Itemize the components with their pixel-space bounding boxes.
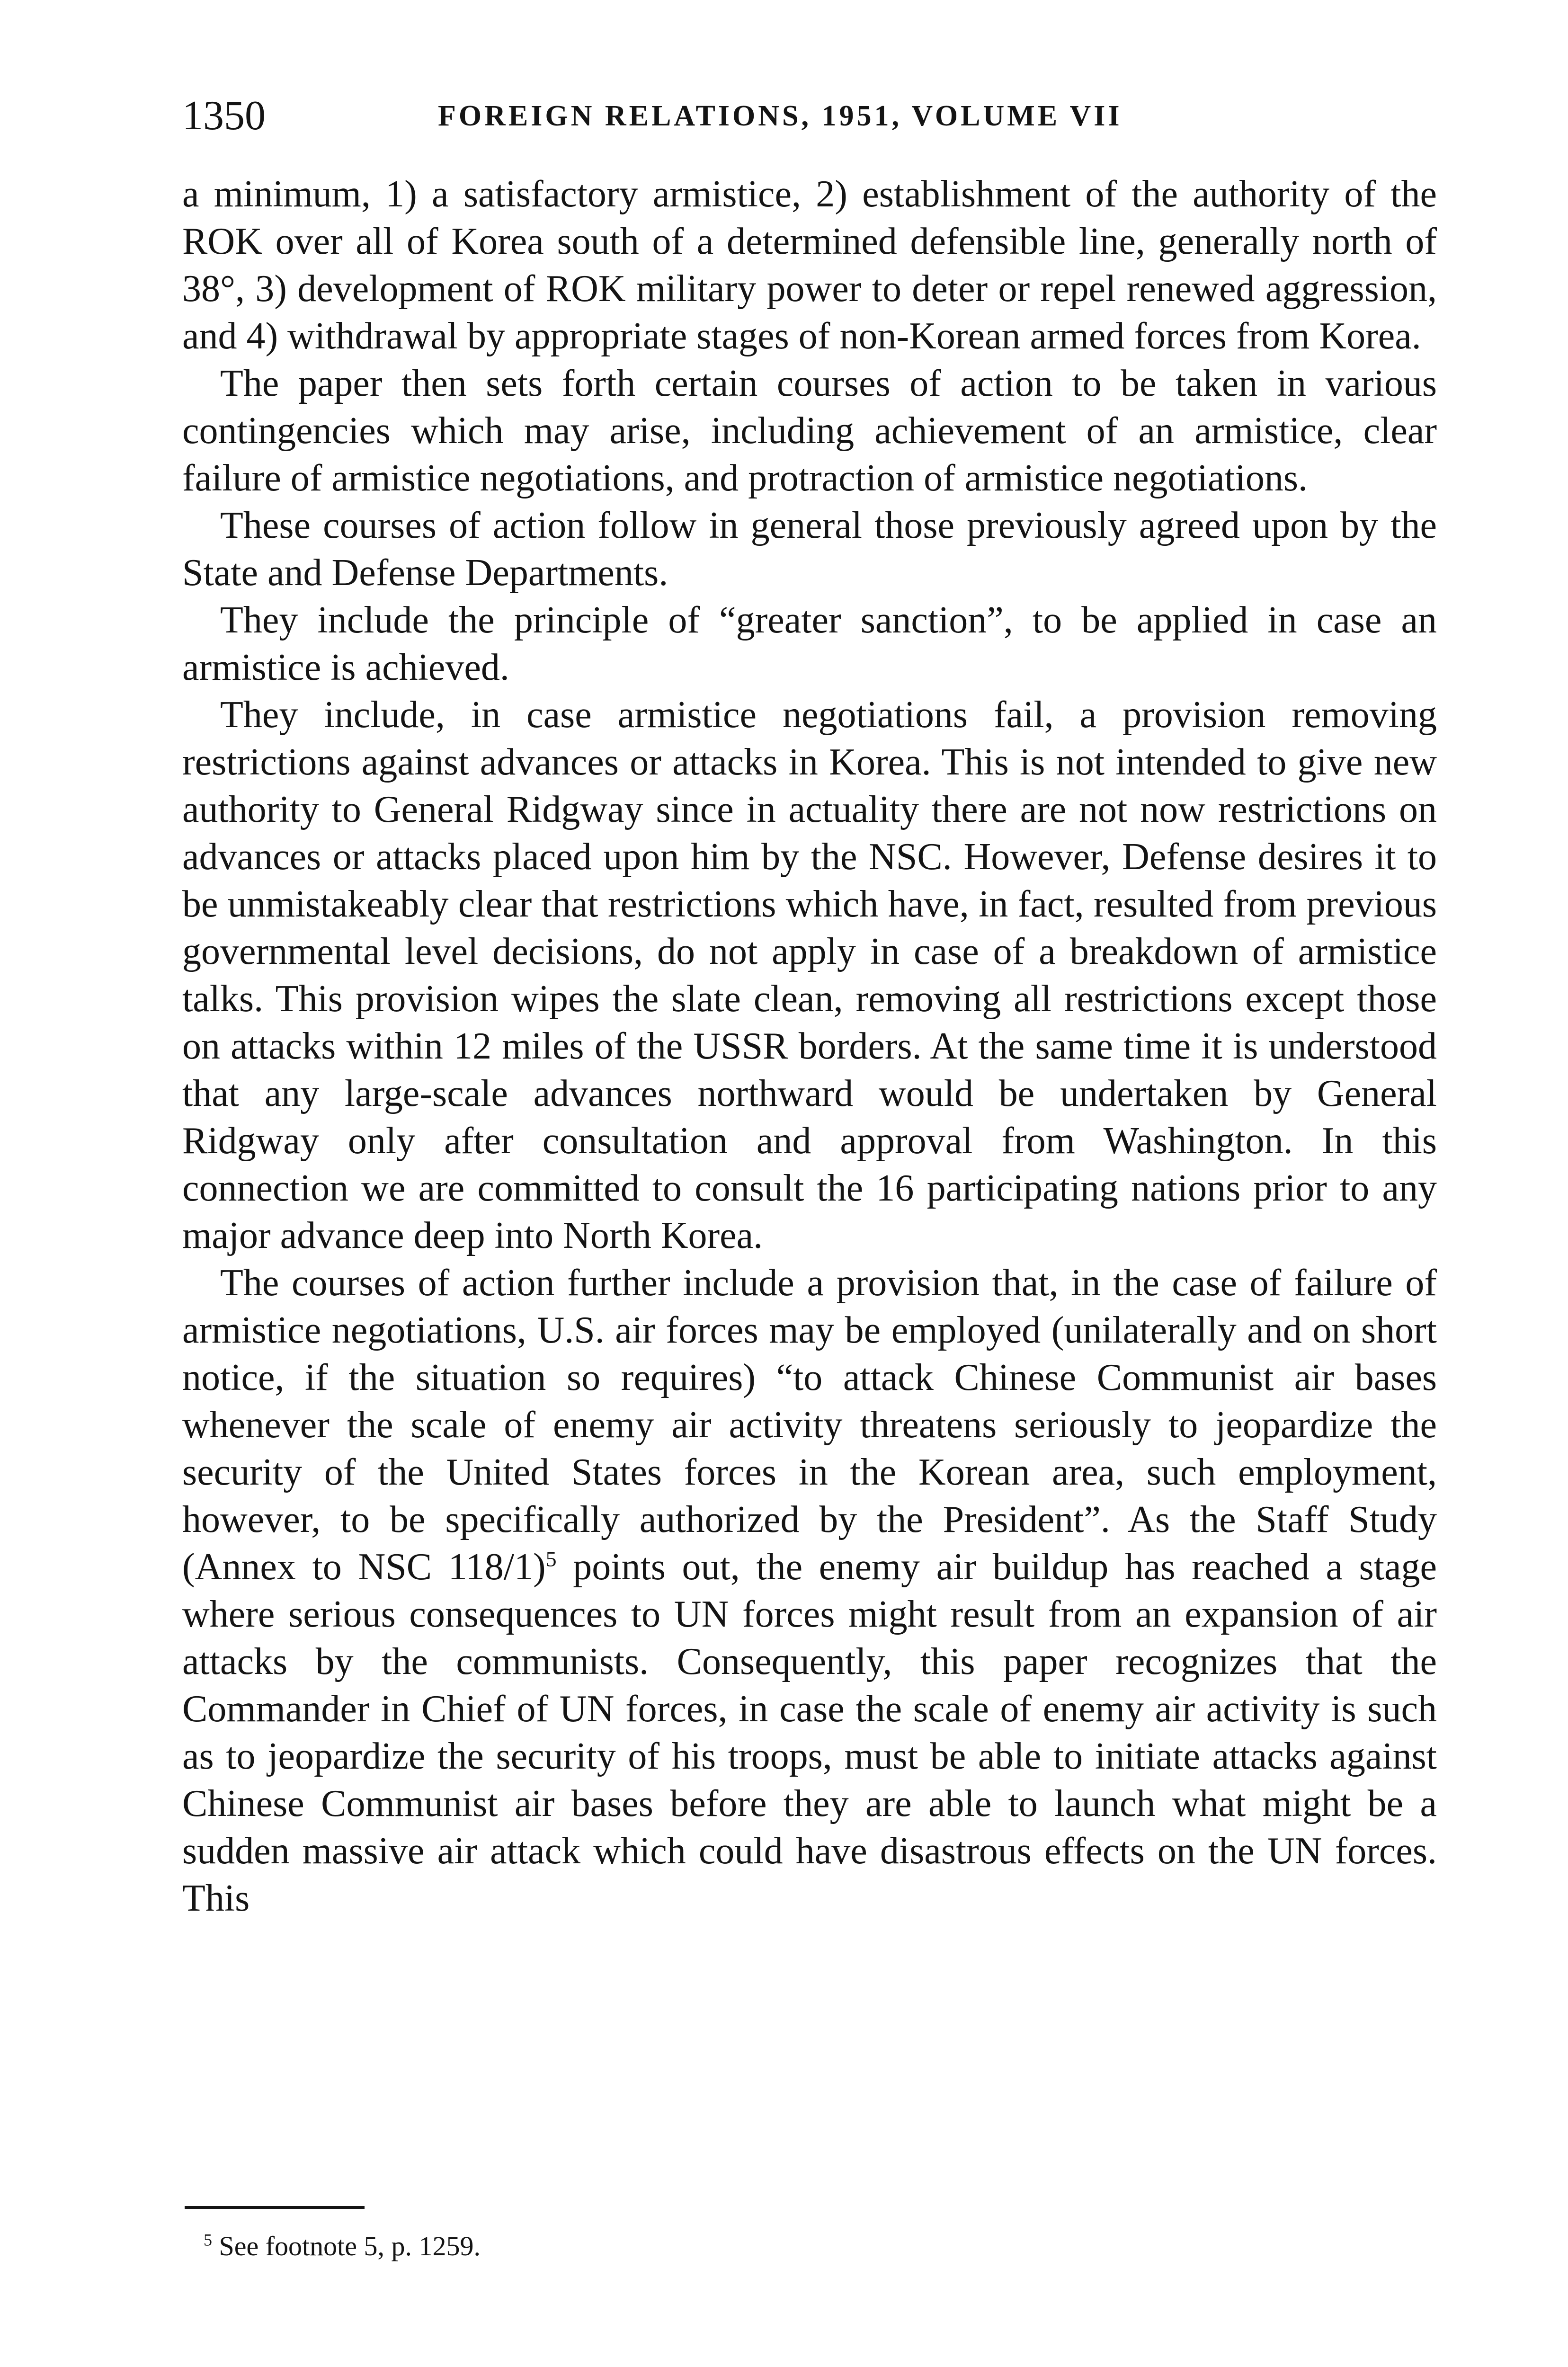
footnote-text: See footnote 5, p. 1259. [212, 2231, 481, 2261]
body-text [182, 170, 1437, 1922]
footnote-reference-mark[interactable]: 5 [545, 1547, 557, 1571]
footnote [204, 2227, 1434, 2265]
paragraph: They include, in case armistice negotiations fail, a provision removing restrictions against advances or attacks in Korea. This is not intended to give new authority to General Ridgway since in actuality there are not now restrictions on advances or attacks placed upon him by the NSC. However, Defense desires it to be unmistakeably clear that restrictions which have, in fact, resulted from previous governmental level decisions, do not apply in case of a breakdown of armistice talks. This provision wipes the slate clean, removing all restrictions except those on attacks within 12 miles of the USSR borders. At the same time it is understood that any large-scale advances northward would be undertaken by General Ridgway only after consultation and approval from Washington. In this connection we are committed to consult the 16 participating nations prior to any major advance deep into North Korea. [182, 694, 1437, 1256]
paragraph: They include the principle of “greater sanction”, to be applied in case an armistice is achieved. [182, 599, 1437, 688]
paragraph-continuation: a minimum, 1) a satisfactory armistice, 2) establishment of the authority of the ROK over all of Korea south of a determined defensible line, generally north of 38°, 3) development of ROK military power to deter or repel renewed aggression, and 4) withdrawal by appropriate stages of non-Korean armed forces from Korea. [182, 173, 1437, 357]
paragraph-text-after-ref: points out, the enemy air buildup has reached a stage where serious consequences to UN forces might result from an expansion of air attacks by the communists. Consequently, this paper recognizes that the Commander in Chief of UN forces, in case the scale of enemy air activity is such as to jeopardize the security of his troops, must be able to initiate attacks against Chinese Communist air bases before they are able to launch what might be a sudden massive air attack which could have disastrous effects on the UN forces. This [182, 1546, 1437, 1919]
page-header [182, 90, 1437, 142]
page-number: 1350 [182, 93, 266, 139]
footnote-divider [185, 2206, 365, 2209]
paragraph-text-before-ref: The courses of action further include a provision that, in the case of failure of armistice negotiations, U.S. air forces may be employed (unilaterally and on short notice, if the situation so requires) “to attack Chinese Communist air bases whenever the scale of enemy air activity threatens seriously to jeopardize the security of the United States forces in the Korean area, such employment, however, to be specifically authorized by the President”. As the Staff Study (Annex to NSC 118/1) [182, 1262, 1437, 1588]
footnote-mark: 5 [204, 2230, 212, 2250]
paragraph: These courses of action follow in general those previously agreed upon by the State and Defense Departments. [182, 505, 1437, 594]
running-head: FOREIGN RELATIONS, 1951, VOLUME VII [438, 100, 1123, 132]
paragraph-with-footnote-ref [182, 1259, 1437, 1922]
paragraph: The paper then sets forth certain courses of action to be taken in various contingencies which may arise, including achievement of an armistice, clear failure of armistice negotiations, and protraction of armistice negotiations. [182, 363, 1437, 499]
